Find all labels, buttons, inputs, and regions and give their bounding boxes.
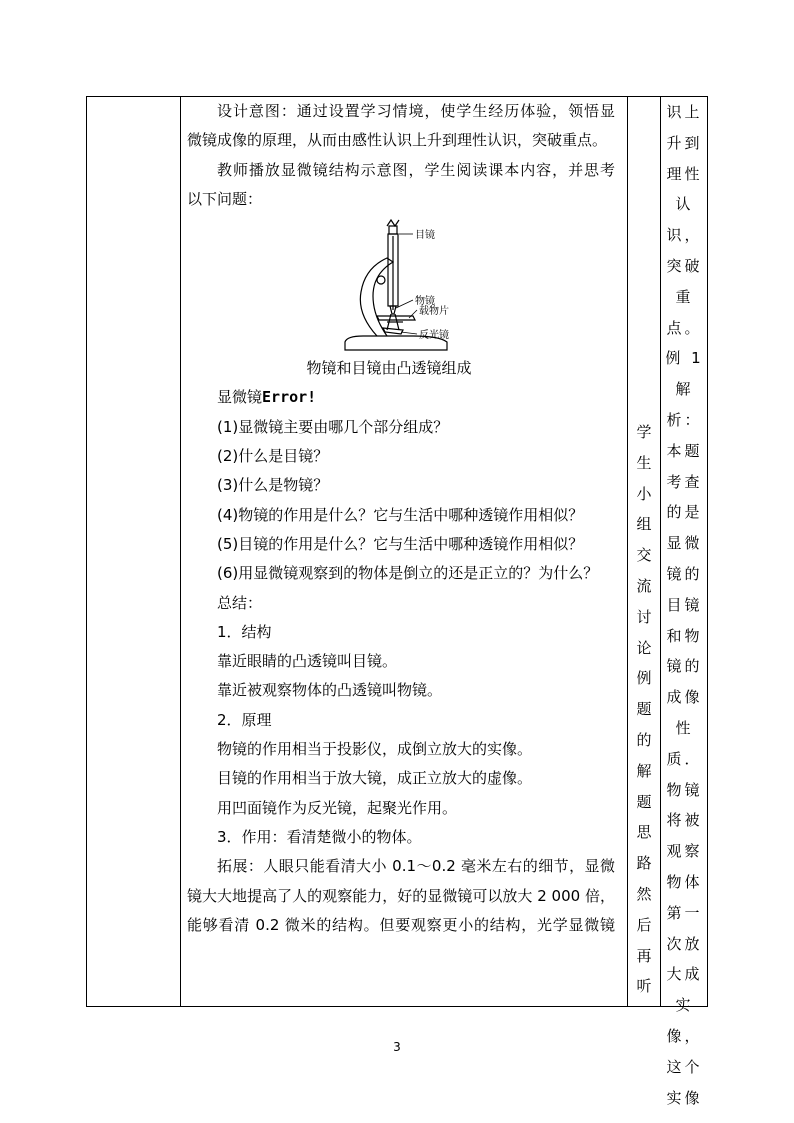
col3-char: 思: [636, 823, 652, 842]
col4-line: 物体: [666, 872, 703, 891]
col4-line: 实像: [666, 1088, 703, 1107]
slide-label: 载物片: [419, 306, 449, 318]
col4-line: 大成: [666, 965, 703, 984]
objective-label: 物镜: [415, 296, 435, 308]
col4-line: 镜的: [666, 564, 703, 583]
figure-caption: 物镜和目镜由凸透镜组成: [306, 359, 472, 378]
col3-char: 然: [636, 884, 652, 903]
col3-char: 题: [636, 700, 652, 719]
col4-line: 本题: [666, 441, 703, 460]
error-prefix: 显微镜: [217, 388, 263, 407]
summary-principle: 2．原理: [217, 710, 272, 729]
col4-line: 质．: [666, 749, 703, 768]
col3-char: 再: [636, 946, 652, 965]
col4-line: 镜的: [666, 657, 703, 676]
col4-line: 目镜: [666, 595, 703, 614]
col4-line: 考查: [666, 472, 703, 491]
col4-line: 和物: [666, 626, 703, 645]
lesson-table: [86, 96, 708, 1107]
col4-line: 显微: [666, 534, 703, 553]
extension-line-2: 镜大大地提高了人的观察能力，好的显微镜可以放大 2 000 倍，: [187, 886, 615, 905]
error-text: Error!: [262, 388, 317, 407]
col3-char: 讨: [636, 607, 652, 626]
col4-line: 突破: [666, 256, 703, 275]
extension-line-1: 拓展：人眼只能看清大小 0.1～0.2 毫米左右的细节，显微: [217, 857, 615, 876]
col3-char: 听: [636, 977, 652, 996]
col3-char: 的: [636, 730, 652, 749]
design-notes-cell: [662, 97, 707, 1113]
col3-char: 流: [636, 576, 652, 595]
col3-char: 路: [636, 854, 652, 873]
teaching-content-cell: [181, 97, 621, 1006]
col3-char: 例: [636, 669, 652, 688]
col4-line: 第一: [666, 903, 703, 922]
summary-heading: 总结：: [217, 593, 263, 612]
col4-line: 次放: [666, 934, 703, 953]
microscope-diagram: [343, 218, 453, 354]
col3-char: 论: [636, 638, 652, 657]
summary-mirror: 用凹面镜作为反光镜，起聚光作用。: [217, 798, 458, 817]
question-1: (1)显微镜主要由哪几个部分组成？: [217, 417, 449, 436]
col3-char: 题: [636, 792, 652, 811]
col4-line: 的是: [666, 503, 703, 522]
question-4: (4)物镜的作用是什么？它与生活中哪种透镜作用相似？: [217, 505, 584, 524]
col3-char: 组: [636, 515, 652, 534]
design-intent-line-1: 设计意图：通过设置学习情境，使学生经历体验，领悟显: [217, 102, 615, 120]
col4-line: 识上: [666, 103, 703, 121]
col4-line: 理性: [666, 164, 703, 183]
question-5: (5)目镜的作用是什么？它与生活中哪种透镜作用相似？: [217, 534, 584, 553]
error-line: [187, 383, 621, 412]
summary-structure: 1．结构: [217, 622, 272, 641]
col4-line: 物镜: [666, 780, 703, 799]
col4-line: 解析：: [666, 380, 703, 429]
col4-line: 重点。: [666, 287, 703, 337]
design-intent-line-2: 微镜成像的原理，从而由感性认识上升到理性认识，突破重点。: [187, 131, 608, 150]
question-6: (6)用显微镜观察到的物体是倒立的还是正立的？为什么？: [217, 564, 599, 583]
question-2: (2)什么是目镜？: [217, 447, 329, 466]
summary-objective: 靠近被观察物体的凸透镜叫物镜。: [217, 681, 443, 700]
col4-line: 性: [675, 718, 694, 737]
summary-eyepiece: 靠近眼睛的凸透镜叫目镜。: [217, 652, 398, 671]
column-divider-2: [627, 97, 628, 1006]
teacher-activity-line-2: 以下问题：: [187, 189, 263, 208]
col3-char: 交: [636, 546, 652, 565]
eyepiece-label: 目镜: [415, 230, 435, 242]
summary-eyepiece-role: 目镜的作用相当于放大镜，成正立放大的虚像。: [217, 769, 533, 788]
col3-char: 学: [636, 423, 652, 441]
col4-line: 成像: [666, 688, 703, 707]
col4-line: 将被: [666, 811, 703, 830]
col3-char: 生: [636, 453, 652, 472]
question-3: (3)什么是物镜？: [217, 476, 329, 495]
teacher-activity-line-1: 教师播放显微镜结构示意图，学生阅读课本内容，并思考: [217, 160, 615, 179]
mirror-label: 反光镜: [419, 330, 449, 342]
col4-line: 观察: [666, 842, 703, 861]
col3-char: 后: [636, 915, 652, 934]
page-number: 3: [393, 1040, 401, 1054]
summary-objective-role: 物镜的作用相当于投影仪，成倒立放大的实像。: [217, 740, 533, 759]
student-activity-cell: [629, 417, 659, 1002]
extension-line-3: 能够看清 0.2 微米的结构。但要观察更小的结构，光学显微镜: [187, 915, 615, 934]
col4-line: 认识，: [666, 195, 703, 245]
summary-function: 3．作用：看清楚微小的物体。: [217, 827, 422, 846]
microscope-figure: [187, 214, 621, 354]
col4-line: 升到: [666, 133, 703, 152]
col4-line: 这个: [666, 1057, 703, 1076]
col4-line: 实像，: [666, 996, 703, 1045]
col4-line: 例 1: [665, 349, 704, 368]
col3-char: 小: [636, 484, 652, 503]
col3-char: 解: [636, 761, 652, 780]
column-divider-3: [660, 97, 661, 1006]
